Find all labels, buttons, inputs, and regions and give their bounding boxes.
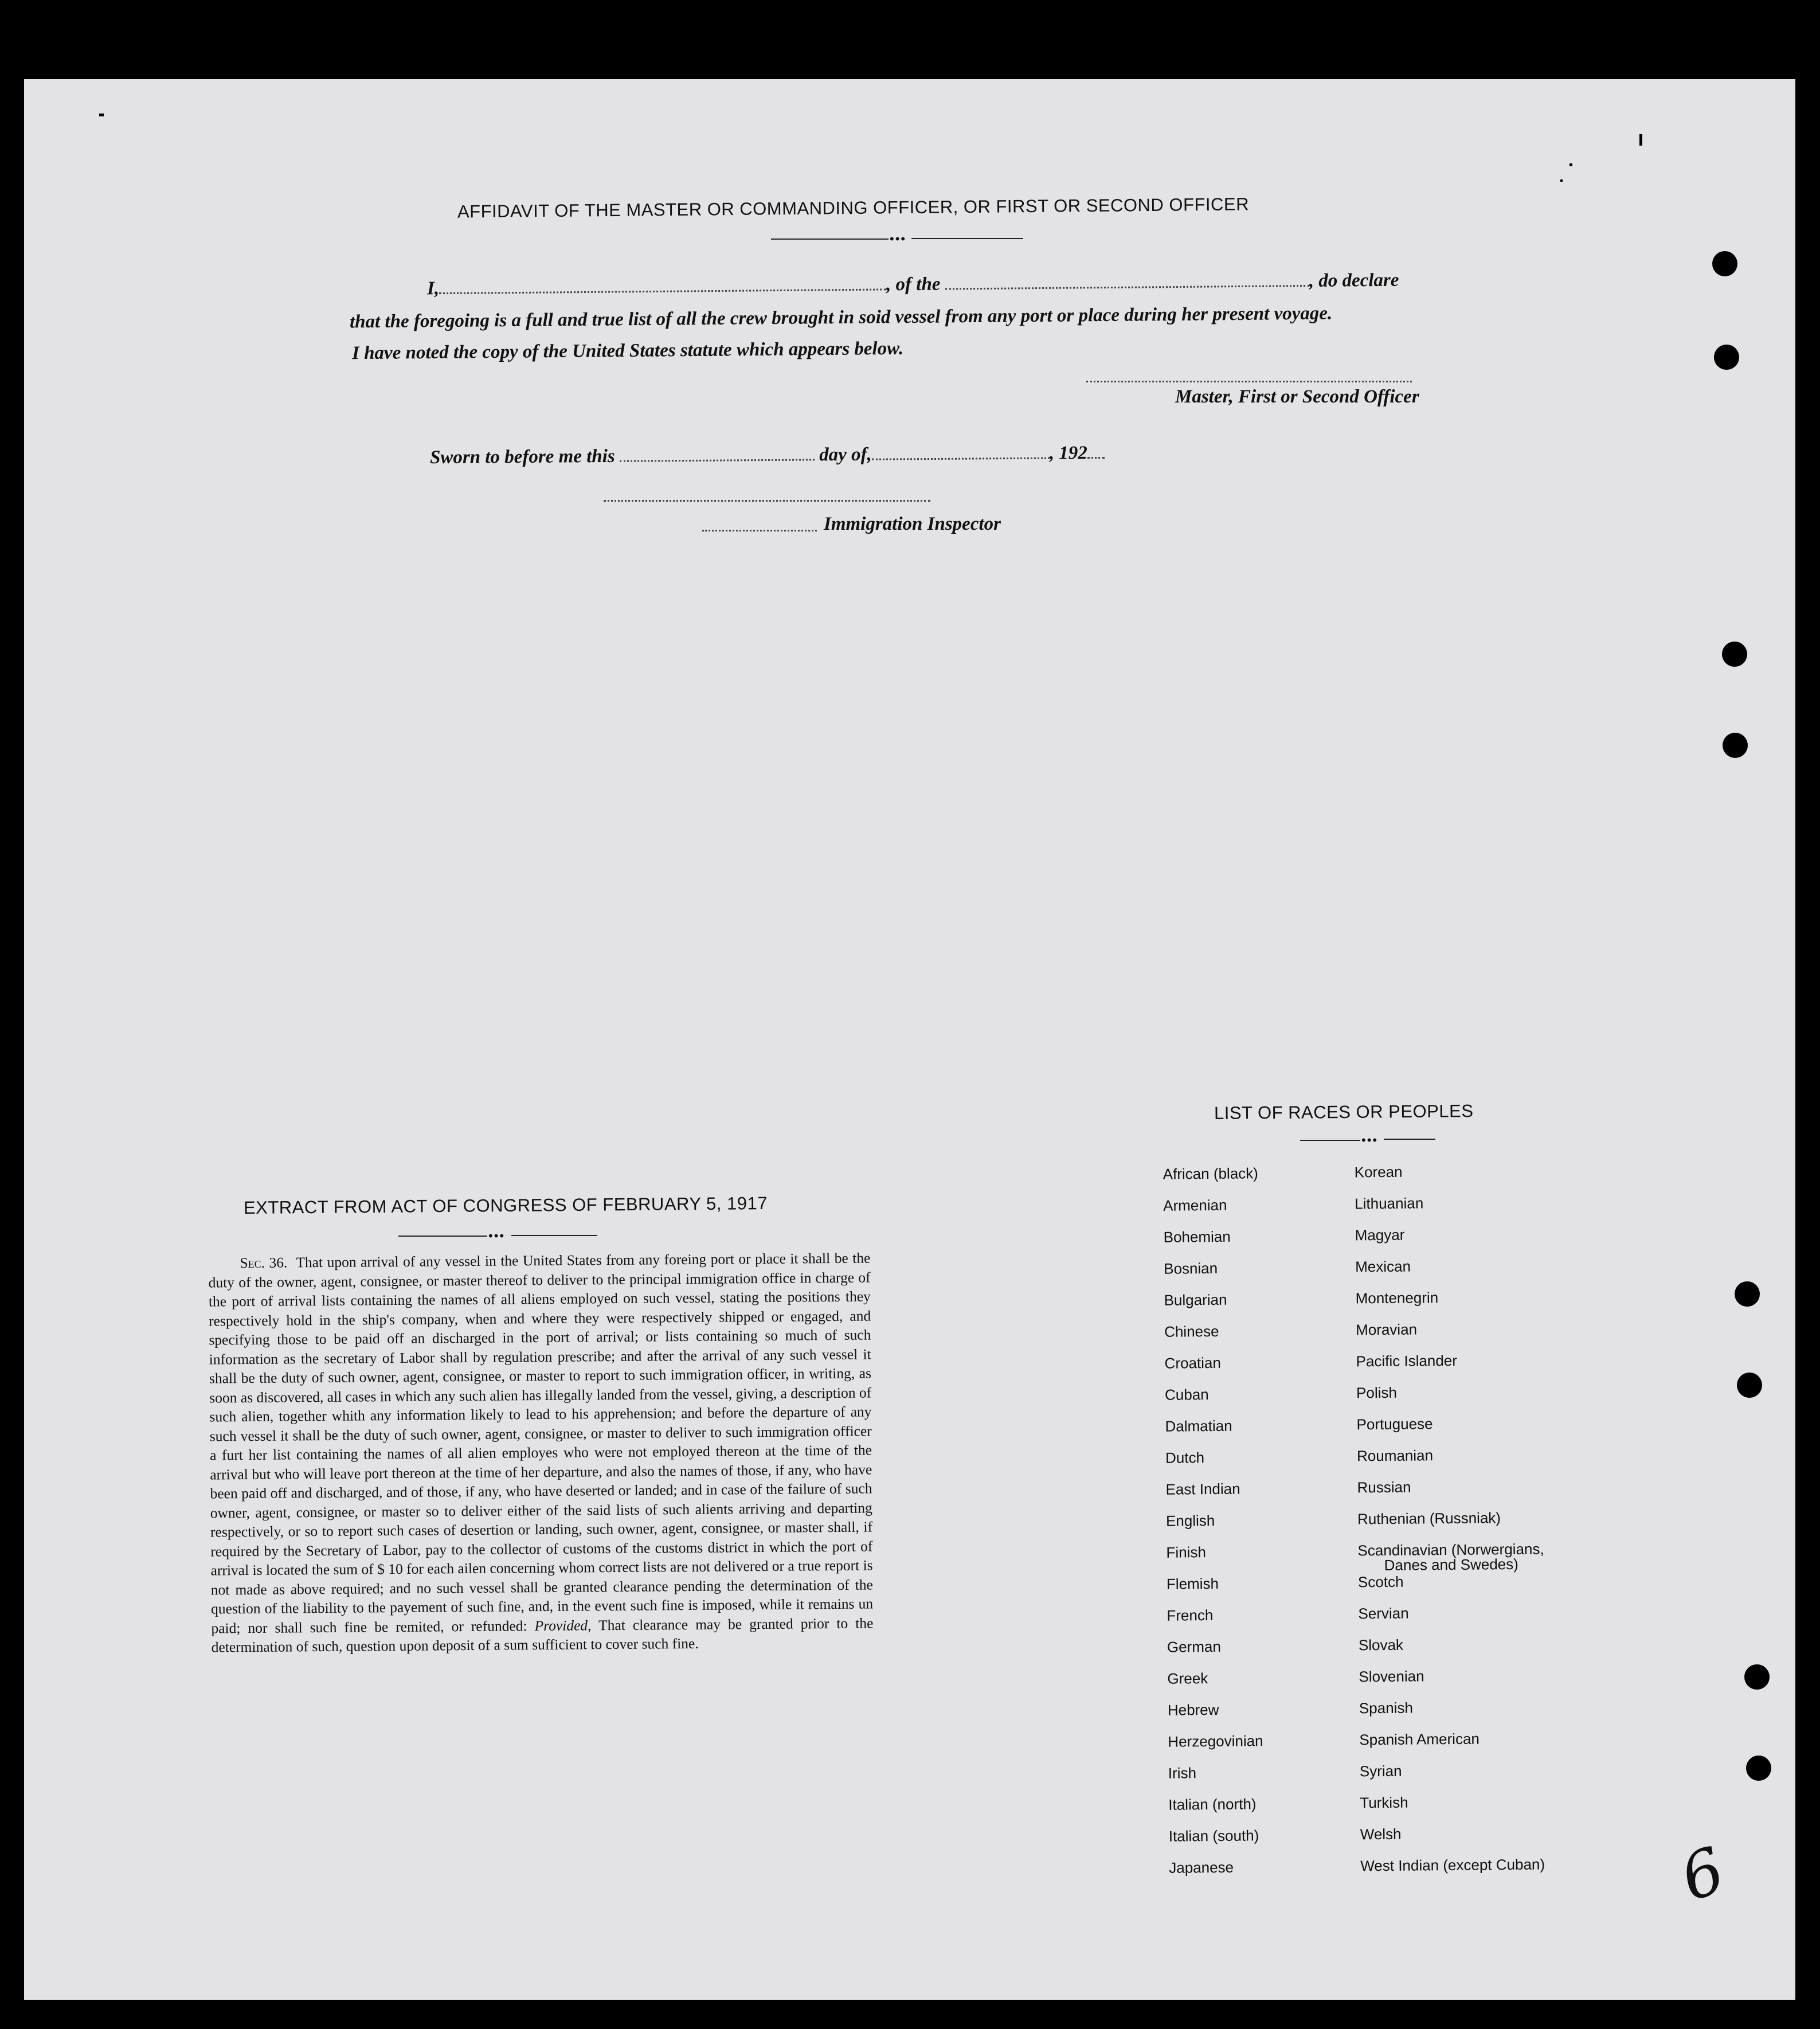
affidavit-title: AFFIDAVIT OF THE MASTER OR COMMANDING OFFICER, OR FIRST OR SECOND OFFICER (457, 194, 1250, 222)
speck (1639, 134, 1642, 146)
vessel-blank[interactable] (945, 285, 1309, 290)
race-item: Polish (1356, 1383, 1398, 1402)
race-item: Italian (north) (1168, 1795, 1257, 1813)
day-blank[interactable] (620, 459, 815, 462)
race-item: Slovak (1358, 1636, 1404, 1654)
race-item: Magyar (1355, 1226, 1405, 1244)
race-item: Bosnian (1164, 1259, 1218, 1277)
inspector-blank[interactable] (604, 500, 930, 502)
punch-hole (1712, 251, 1737, 276)
punch-hole (1723, 733, 1748, 758)
race-item: Moravian (1355, 1320, 1418, 1339)
extract-rule (398, 1236, 487, 1237)
extract-body (208, 1248, 873, 1657)
race-item: Cuban (1164, 1386, 1209, 1404)
title-rule (771, 239, 889, 240)
race-item: Slovenian (1359, 1667, 1424, 1686)
race-item: Russian (1357, 1478, 1411, 1496)
race-item: Servian (1358, 1604, 1409, 1623)
race-item: Armenian (1163, 1196, 1227, 1214)
signature-blank[interactable] (1086, 381, 1412, 382)
year-blank[interactable] (1087, 457, 1105, 459)
extract-rule (511, 1235, 597, 1236)
race-item: French (1167, 1606, 1214, 1624)
race-item: Japanese (1169, 1858, 1234, 1876)
race-item: Greek (1167, 1670, 1208, 1687)
line1-declare: , do declare (1309, 269, 1399, 291)
signature-label: Master, First or Second Officer (1175, 386, 1419, 407)
race-item: English (1165, 1511, 1215, 1530)
inspector-label: Immigration Inspector (824, 514, 1001, 534)
handwritten-number: 6 (1671, 1832, 1734, 1916)
punch-hole (1746, 1756, 1771, 1781)
extract-text-a: That upon arrival of any vessel in the United States from any foreing port or place it shall be the duty of the owner, agent, consignee, or master thereof to deliver to the principal immigration office in charge of the port of arrival lists containing the names of all aliens employed on such vessel, stating the positions they respectively hold in the ship's company, when and where they were respectively shipped or engaged, and specifying those to be paid off an discharged in the port of arrival; or lists containing so much of such information as the secretary of Labor shall by regulation prescribe; and after the arrival of any such vessel it shall be the duty of such owner, agent, consignee, or master to report to such immigration officer, in writing, as soon as discovered, all cases in which any such alien has illegally landed from the vessel, giving, a description of such alien, together whith any information likely to lead to his apprehension; and before the departure of any such vessel it shall be the duty of such owner, agent, consignee, or master to deliver to such immigration officer a furt her list containing the names of all alien employes who were not employed thereon at the time of the arrival but who will leave port thereon at the time of her departure, and also the names of those, if any, who have been paid off and discharged, and of those, if any, who have deserted or landed; and in case of the failure of such owner, agent, consignee, or master so to deliver either of the said lists of such alients arriving and departing respectively, or so to report such cases of desertion or landing, such owner, agent, consignee, or master shall, if required by the Secretary of Labor, pay to the collector of customs of the customs district in which the port of arrival is located the sum of $ 10 for each ailen concerning whom correct lists are not delivered or a true report is not made as above required; and no such vessel shall be granted clearance pending the determination of the question of the liability to the payement of such fine, and, in the event such fine is imposed, while it remains un paid; nor shall such fine be remited, or refunded: (208, 1249, 874, 1637)
extract-rule-dots: ••• (488, 1229, 506, 1243)
races-title: LIST OF RACES OR PEOPLES (1214, 1101, 1474, 1123)
race-item: Roumanian (1356, 1447, 1434, 1465)
race-item: Spanish American (1359, 1730, 1480, 1749)
race-item: Pacific Islander (1356, 1351, 1458, 1370)
month-blank[interactable] (872, 458, 1050, 460)
race-item: German (1167, 1637, 1221, 1656)
punch-hole (1735, 1281, 1760, 1307)
race-item: Montenegrin (1355, 1289, 1439, 1307)
race-item: Scandinavian (Norwergians, (1357, 1540, 1544, 1559)
affidavit-line3: I have noted the copy of the United States statute which appears below. (351, 338, 904, 364)
race-item: Korean (1354, 1163, 1403, 1181)
race-item: Bulgarian (1164, 1291, 1227, 1309)
sworn-c: , 192 (1049, 443, 1087, 464)
race-item: Scotch (1357, 1573, 1404, 1591)
sworn-b: day of, (819, 444, 872, 466)
races-rule (1300, 1140, 1360, 1141)
provided-word: Provided (534, 1616, 588, 1634)
name-blank[interactable] (439, 288, 886, 294)
races-rule-dots: ••• (1361, 1133, 1379, 1147)
race-item: Flemish (1166, 1574, 1219, 1593)
race-item: Lithuanian (1355, 1194, 1424, 1213)
race-item: Ruthenian (Russniak) (1357, 1509, 1501, 1528)
race-item: Turkish (1360, 1793, 1408, 1812)
race-item: Chinese (1164, 1322, 1219, 1340)
sworn-a: Sworn to before me this (429, 445, 615, 468)
speck (1560, 179, 1563, 182)
affidavit-line2: that the foregoing is a full and true list of all the crew brought in soid vessel from any port or place during her present voyage. (349, 303, 1333, 333)
race-item: Welsh (1360, 1825, 1402, 1843)
race-item-two-line (1357, 1534, 1544, 1574)
race-item: Hebrew (1167, 1700, 1219, 1719)
extract-text-b: , That clearance may be granted prior to the determination of such, question upon deposit of a sum sufficient to cover such fine. (211, 1614, 874, 1656)
race-item: East Indian (1165, 1480, 1240, 1498)
races-left-column (1163, 1158, 1264, 1883)
race-item: Dutch (1165, 1449, 1205, 1467)
race-item: Irish (1168, 1764, 1197, 1782)
race-item: Syrian (1359, 1762, 1402, 1780)
race-item: Herzegovinian (1168, 1732, 1263, 1750)
punch-hole (1714, 345, 1739, 370)
speck (99, 114, 104, 116)
races-right-column (1354, 1155, 1547, 1882)
race-item: Danes and Swedes) (1384, 1555, 1518, 1574)
extract-title: EXTRACT FROM ACT OF CONGRESS OF FEBRUARY 5, 1917 (243, 1193, 768, 1218)
race-item: Bohemian (1163, 1227, 1231, 1246)
race-item: Portuguese (1356, 1415, 1433, 1433)
race-item: Spanish (1359, 1699, 1413, 1717)
race-item: African (black) (1163, 1164, 1258, 1183)
races-rule (1384, 1139, 1435, 1140)
punch-hole (1722, 642, 1747, 667)
punch-hole (1737, 1373, 1762, 1398)
race-item: West Indian (except Cuban) (1360, 1855, 1545, 1875)
speck (1569, 163, 1572, 166)
sec-label: Sec. 36. (240, 1254, 288, 1272)
title-rule-dots: ••• (890, 232, 907, 246)
race-item: Finish (1166, 1543, 1206, 1561)
title-rule (911, 238, 1023, 239)
race-item: Italian (south) (1168, 1827, 1259, 1845)
inspector-blank-short (702, 530, 817, 531)
race-item: Dalmatian (1165, 1417, 1232, 1435)
line1-of: , of the (886, 273, 941, 295)
punch-hole (1744, 1664, 1770, 1690)
line1-i: I, (426, 278, 440, 299)
race-item: Mexican (1355, 1257, 1411, 1276)
race-item: Croatian (1164, 1354, 1222, 1372)
